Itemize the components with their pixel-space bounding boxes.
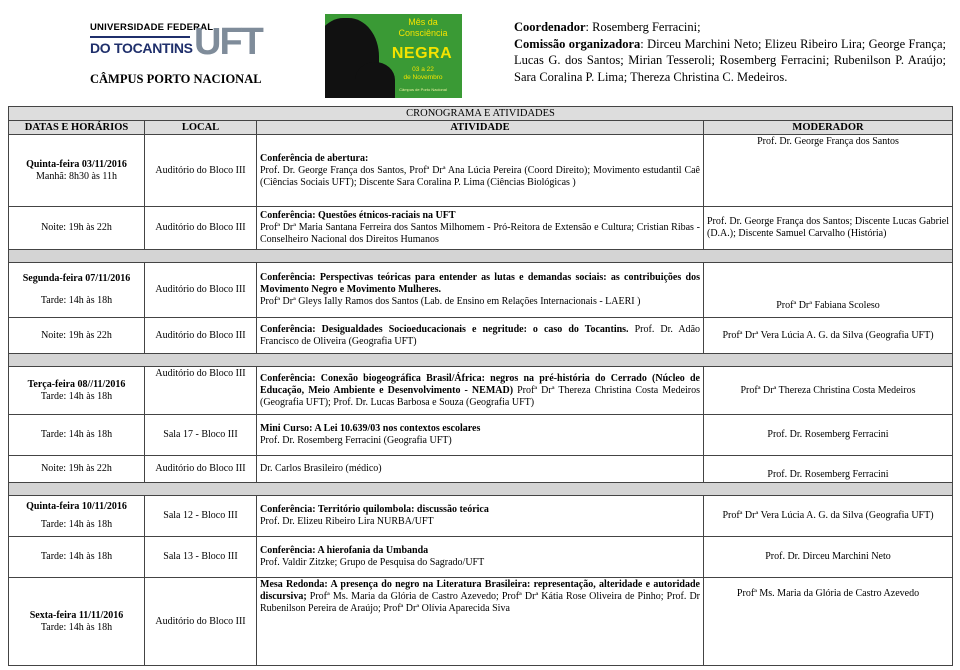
date-time: Noite: 19h às 22h (41, 463, 112, 474)
poster-place: Câmpus de Porto Nacional (399, 87, 447, 92)
col-header-local: LOCAL (145, 121, 257, 135)
date-day: Sexta-feira 11/11/2016 (29, 609, 124, 621)
coordinator-line (514, 19, 946, 36)
committee-label: Comissão organizadora (514, 36, 641, 51)
table-row (9, 207, 953, 250)
activity-cell (257, 318, 704, 354)
local-cell: Auditório do Bloco III (145, 578, 257, 666)
poster-line2: Consciência (398, 28, 448, 38)
activity-title: Mini Curso: A Lei 10.639/03 nos contextos escolares (260, 423, 481, 434)
date-time: Tarde: 14h às 18h (40, 621, 113, 633)
table-separator (9, 483, 953, 496)
activity-cell (257, 207, 704, 250)
activity-text: Prof. Dr. Rosemberg Ferracini (Geografia UFT) (260, 435, 452, 446)
moderator-cell: Prof. Dr. Rosemberg Ferracini (704, 415, 953, 456)
moderator-cell: Profª Drª Fabiana Scoleso (704, 263, 953, 318)
poster-dates-range: 03 a 22 (412, 66, 434, 73)
coordinator-label: Coordenador (514, 20, 586, 34)
activity-cell (257, 367, 704, 415)
activity-text: Prof. Dr. George França dos Santos, Profª Drª Ana Lúcia Pereira (Coord Direito); Movimento estudantil Caê (Ciências Sociais UFT); Discente Sara Coralina P. Lima (Ciências Biológicas ) (260, 164, 700, 188)
table-row (9, 496, 953, 537)
table-row (9, 318, 953, 354)
activity-text: Profª Drª Thereza Christina Costa Medeiros (Geografia UFT); Prof. Dr. Lucas Barbosa e Souza (Geografia UFT) (260, 384, 701, 408)
logo-divider (90, 36, 190, 38)
column-header-row (9, 121, 953, 135)
activity-text: Profª Drª Gleys Ially Ramos dos Santos (Lab. de Ensino em Relações Internacionais - LAERI ) (260, 296, 641, 307)
activity-title: Conferência: Desigualdades Socioeducacionais e negritude: o caso do Tocantins. (260, 323, 629, 335)
logo-tocantins-text: DO TOCANTINS (90, 40, 193, 56)
date-cell (9, 318, 145, 354)
date-cell (9, 207, 145, 250)
local-cell: Auditório do Bloco III (145, 367, 257, 415)
table-row (9, 456, 953, 483)
moderator-cell: Prof. Dr. George França dos Santos; Discente Lucas Gabriel (D.A.); Discente Samuel Carvalho (História) (704, 207, 953, 250)
date-time: Tarde: 14h às 18h (40, 429, 113, 440)
table-row (9, 537, 953, 578)
moderator-cell: Profª Drª Thereza Christina Costa Medeiros (704, 367, 953, 415)
activity-text: Profª Ms. Maria da Glória de Castro Azevedo; Profª Drª Kátia Rose Oliveira de Pinho; Prof. Dr Rubenilson Pereira de Araújo; Profª Drª Olívia Aparecida Siva (260, 591, 701, 614)
col-header-activity: ATIVIDADE (257, 121, 704, 135)
table-row (9, 263, 953, 318)
date-day: Segunda-feira 07/11/2016 (22, 273, 131, 284)
date-time: Tarde: 14h às 18h (40, 295, 113, 306)
activity-title: Conferência: Território quilombola: discussão teórica (260, 504, 489, 515)
activity-text: Prof. Valdir Zitzke; Grupo de Pesquisa do Sagrado/UFT (260, 557, 485, 568)
activity-title: Mesa Redonda: A presença do negro na Literatura Brasileira: representação, alteridade e autoridade discursiva; (260, 579, 700, 602)
moderator-cell: Profª Drª Vera Lúcia A. G. da Silva (Geografia UFT) (704, 496, 953, 537)
date-cell (9, 367, 145, 415)
table-title-row (9, 107, 953, 121)
local-cell: Auditório do Bloco III (145, 207, 257, 250)
date-cell (9, 415, 145, 456)
date-time: Manhã: 8h30 às 11h (35, 170, 117, 182)
table-row (9, 415, 953, 456)
moderator-cell: Profª Drª Vera Lúcia A. G. da Silva (Geografia UFT) (704, 318, 953, 354)
date-time: Tarde: 14h às 18h (40, 519, 113, 530)
date-time: Tarde: 14h às 18h (40, 390, 113, 402)
activity-text: Profª Drª Maria Santana Ferreira dos Santos Milhomem - Pró-Reitora de Extensão e Cultura; Cristian Ribas - Conselheiro Nacional dos Direitos Humanos (260, 222, 700, 245)
date-time: Noite: 19h às 22h (41, 329, 112, 341)
organizers-block (514, 19, 946, 85)
activity-cell (257, 496, 704, 537)
poster-negra: NEGRA (391, 45, 453, 62)
poster-line1: Mês da (408, 17, 438, 27)
table-row (9, 135, 953, 207)
activity-title: Conferência: Questões étnicos-raciais na UFT (260, 210, 456, 221)
moderator-cell: Prof. Dr. Dirceu Marchini Neto (704, 537, 953, 578)
local-cell: Auditório do Bloco III (145, 135, 257, 207)
col-header-moderator: MODERADOR (704, 121, 953, 135)
poster-title (387, 17, 459, 39)
col-header-dates: DATAS E HORÁRIOS (9, 121, 145, 135)
document-header (0, 0, 960, 106)
logo-university-text: UNIVERSIDADE FEDERAL (90, 22, 214, 33)
local-cell: Auditório do Bloco III (145, 318, 257, 354)
date-cell (9, 537, 145, 578)
date-cell (9, 135, 145, 207)
date-cell (9, 263, 145, 318)
campus-name: CÂMPUS PORTO NACIONAL (90, 72, 262, 86)
activity-cell (257, 456, 704, 483)
activity-cell (257, 578, 704, 666)
activity-title: Conferência de abertura: (260, 152, 369, 164)
activity-text: Prof. Dr. Elizeu Ribeiro Lira NURBA/UFT (260, 516, 434, 527)
consciencia-negra-poster (325, 14, 462, 98)
activity-cell (257, 263, 704, 318)
date-cell (9, 496, 145, 537)
activity-cell (257, 135, 704, 207)
poster-month: de Novembro (403, 74, 443, 81)
logo-acronym: UFT (194, 21, 262, 63)
coordinator-value: : Rosemberg Ferracini; (585, 20, 701, 34)
date-day: Quinta-feira 03/11/2016 (26, 158, 127, 170)
local-cell: Sala 12 - Bloco III (145, 496, 257, 537)
local-cell: Auditório do Bloco III (145, 456, 257, 483)
activity-cell (257, 415, 704, 456)
activity-text: Prof. Dr. Adão Francisco de Oliveira (Geografia UFT) (260, 323, 701, 347)
table-separator (9, 354, 953, 367)
activity-title: Conferência: Conexão biogeográfica Brasil/África: negros na pré-história do Cerrado (Núcleo de Educação, Meio Ambiente e Desenvolvimento - NEMAD) (260, 372, 700, 396)
moderator-cell: Prof. Dr. Rosemberg Ferracini (704, 456, 953, 483)
activity-title: Conferência: Perspectivas teóricas para entender as lutas e demandas sociais: as contribuições dos Movimento Negro e Movimento Mulheres. (260, 272, 700, 295)
moderator-cell: Prof. Dr. George França dos Santos (704, 135, 953, 207)
schedule-table (8, 106, 953, 666)
date-time: Noite: 19h às 22h (41, 222, 112, 233)
local-cell: Sala 17 - Bloco III (145, 415, 257, 456)
date-cell (9, 456, 145, 483)
activity-title: Conferência: A hierofania da Umbanda (260, 545, 429, 556)
date-day: Terça-feira 08//11/2016 (27, 378, 126, 390)
table-row (9, 578, 953, 666)
committee-line (514, 36, 946, 86)
activity-cell (257, 537, 704, 578)
poster-dates (387, 66, 459, 82)
moderator-cell: Profª Ms. Maria da Glória de Castro Azevedo (704, 578, 953, 666)
table-title: CRONOGRAMA E ATIVIDADES (9, 107, 953, 121)
local-cell: Auditório do Bloco III (145, 263, 257, 318)
local-cell: Sala 13 - Bloco III (145, 537, 257, 578)
committee-value: : Dirceu Marchini Neto; Elizeu Ribeiro Lira; George França; Lucas G. dos Santos; Mirian Tesseroli; Rosemberg Ferracini; Rubenilson P. Araújo; Sara Coralina P. Lima; Thereza Christina C. Medeiros. (514, 36, 946, 84)
uft-logo (90, 22, 270, 70)
date-time: Tarde: 14h às 18h (40, 551, 113, 562)
date-cell (9, 578, 145, 666)
date-day: Quinta-feira 10/11/2016 (26, 501, 127, 512)
table-row (9, 367, 953, 415)
activity-text: Dr. Carlos Brasileiro (médico) (260, 463, 382, 474)
table-separator (9, 250, 953, 263)
